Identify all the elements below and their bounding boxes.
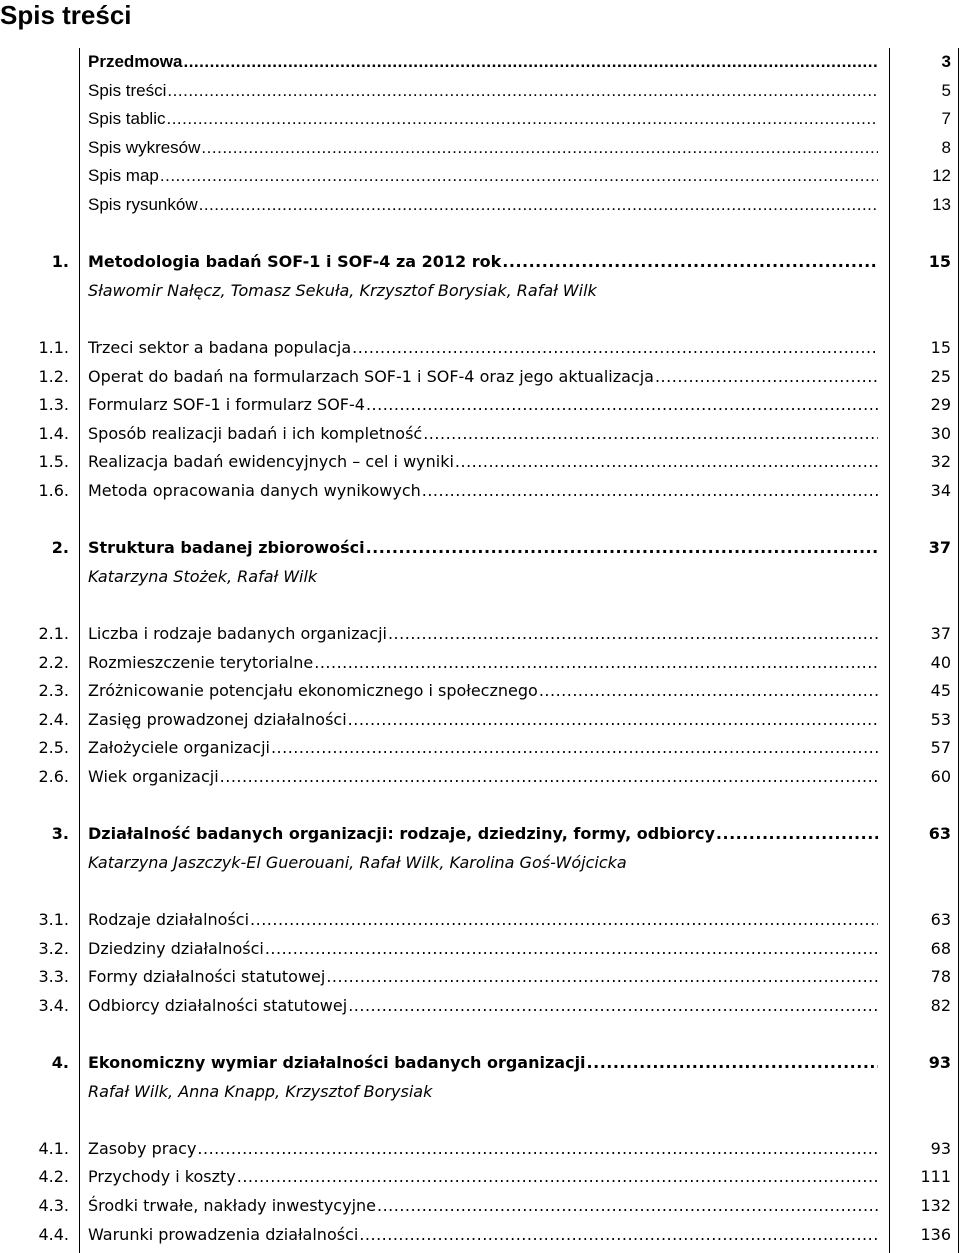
section-entry[interactable] [0, 1135, 960, 1163]
page-number: 3 [941, 52, 951, 71]
page-number: 34 [930, 481, 951, 500]
section-entry[interactable] [0, 963, 960, 991]
section-entry[interactable] [0, 1192, 960, 1220]
page-number: 78 [930, 967, 951, 987]
entry-title[interactable] [88, 162, 878, 190]
dot-leader [366, 534, 878, 562]
page-number: 5 [941, 80, 951, 100]
dot-leader [199, 191, 878, 219]
entry-number: 4.4. [38, 1224, 69, 1244]
page-number: 136 [920, 1224, 951, 1244]
page-number: 30 [930, 423, 951, 443]
entry-title[interactable] [88, 534, 878, 562]
entry-label: Spis map [88, 166, 159, 186]
chapter-authors [0, 1078, 960, 1106]
dot-leader [655, 363, 878, 391]
entry-number: 1.4. [38, 423, 69, 443]
section-entry[interactable] [0, 906, 960, 934]
dot-leader [326, 963, 878, 991]
entry-number: 2.5. [38, 738, 69, 758]
page-number: 25 [930, 366, 951, 386]
entry-number: 1.2. [38, 366, 69, 386]
entry-title[interactable] [88, 1192, 878, 1220]
dot-leader [388, 620, 878, 648]
entry-label: Sposób realizacji badań i ich kompletność [88, 423, 423, 443]
entry-title[interactable] [88, 1163, 878, 1191]
entry-title[interactable] [88, 191, 878, 219]
author-names: Sławomir Nałęcz, Tomasz Sekuła, Krzysztof Borysiak, Rafał Wilk [88, 280, 597, 300]
entry-number: 2.4. [38, 709, 69, 729]
dot-leader [183, 48, 878, 76]
chapter-entry[interactable] [0, 820, 960, 848]
page-number: 63 [928, 824, 951, 844]
entry-label: Ekonomiczny wymiar działalności badanych organizacji [88, 1053, 586, 1072]
page-number: 37 [930, 624, 951, 643]
entry-title[interactable] [88, 391, 878, 419]
entry-number: 1.6. [38, 481, 69, 500]
section-entry[interactable] [0, 363, 960, 391]
dot-leader [348, 706, 878, 734]
entry-title[interactable] [88, 906, 878, 934]
entry-number: 2.1. [38, 624, 69, 643]
entry-label: Przedmowa [88, 52, 183, 71]
dot-leader [377, 1192, 878, 1220]
entry-number: 4.2. [38, 1167, 69, 1187]
page-number: 60 [930, 767, 951, 786]
entry-title[interactable] [88, 134, 878, 162]
front-matter-entry[interactable] [0, 162, 960, 190]
entry-number: 2.3. [38, 681, 69, 701]
page-number: 82 [930, 995, 951, 1015]
section-entry[interactable] [0, 1221, 960, 1249]
front-matter-entry[interactable] [0, 77, 960, 105]
dot-leader [587, 1049, 878, 1077]
author-names: Rafał Wilk, Anna Knapp, Krzysztof Borysiak [88, 1081, 433, 1101]
entry-number: 3.4. [38, 995, 69, 1015]
page-number: 8 [941, 137, 951, 157]
entry-title[interactable] [88, 1135, 878, 1163]
dot-leader [539, 677, 878, 705]
entry-title[interactable] [88, 820, 878, 848]
entry-label: Spis tablic [88, 109, 166, 129]
entry-label: Dziedziny działalności [88, 938, 264, 958]
section-entry[interactable] [0, 620, 960, 648]
page-number: 93 [930, 1138, 951, 1158]
dot-leader [502, 248, 878, 276]
page-number: 68 [930, 938, 951, 958]
entry-title[interactable] [88, 963, 878, 991]
entry-label: Przychody i koszty [88, 1167, 236, 1187]
entry-title[interactable] [88, 649, 878, 677]
entry-label: Zasoby pracy [88, 1138, 197, 1158]
dot-leader [352, 334, 878, 362]
entry-label: Trzeci sektor a badana populacja [88, 338, 352, 357]
entry-number: 2.6. [38, 767, 69, 786]
entry-number: 4.3. [38, 1196, 69, 1215]
section-entry[interactable] [0, 677, 960, 705]
section-entry[interactable] [0, 391, 960, 419]
entry-label: Wiek organizacji [88, 767, 219, 786]
page-number: 7 [941, 109, 951, 129]
author-names: Katarzyna Stożek, Rafał Wilk [88, 566, 318, 586]
chapter-entry[interactable] [0, 248, 960, 276]
page-number: 15 [930, 338, 951, 357]
section-entry[interactable] [0, 334, 960, 362]
dot-leader [455, 448, 878, 476]
entry-number: 4.1. [38, 1138, 69, 1158]
entry-label: Rodzaje działalności [88, 910, 250, 929]
section-entry[interactable] [0, 649, 960, 677]
author-names: Katarzyna Jaszczyk-El Guerouani, Rafał Wilk, Karolina Goś-Wójcicka [88, 852, 627, 872]
dot-leader [201, 134, 878, 162]
dot-leader [167, 77, 878, 105]
entry-title[interactable] [88, 77, 878, 105]
front-matter-entry[interactable] [0, 48, 960, 76]
dot-leader [366, 391, 878, 419]
dot-leader [220, 763, 878, 791]
entry-label: Operat do badań na formularzach SOF-1 i SOF-4 oraz jego aktualizacja [88, 366, 654, 386]
front-matter-entry[interactable] [0, 134, 960, 162]
page-number: 37 [928, 538, 951, 558]
dot-leader [271, 734, 878, 762]
page-number: 132 [920, 1196, 951, 1215]
entry-number: 2.2. [38, 652, 69, 672]
page-number: 29 [930, 395, 951, 415]
dot-leader [348, 992, 878, 1020]
page-number: 40 [930, 652, 951, 672]
dot-leader [237, 1163, 878, 1191]
entry-label: Liczba i rodzaje badanych organizacji [88, 624, 387, 643]
entry-number: 1. [51, 252, 69, 272]
entry-label: Metoda opracowania danych wynikowych [88, 481, 421, 500]
dot-leader [359, 1221, 878, 1249]
dot-leader [265, 935, 878, 963]
entry-label: Struktura badanej zbiorowości [88, 538, 365, 558]
dot-leader [716, 820, 878, 848]
entry-number: 2. [51, 538, 69, 558]
front-matter-entry[interactable] [0, 105, 960, 133]
entry-label: Metodologia badań SOF-1 i SOF-4 za 2012 rok [88, 252, 502, 272]
chapter-authors [0, 849, 960, 877]
entry-label: Zasięg prowadzonej działalności [88, 709, 347, 729]
entry-title[interactable] [88, 935, 878, 963]
entry-label: Spis wykresów [88, 137, 201, 157]
entry-number: 3.2. [38, 938, 69, 958]
entry-label: Warunki prowadzenia działalności [88, 1224, 359, 1244]
entry-number: 1.3. [38, 395, 69, 415]
entry-title[interactable] [88, 734, 878, 762]
dot-leader [250, 906, 878, 934]
page-number: 93 [928, 1053, 951, 1072]
section-entry[interactable] [0, 992, 960, 1020]
entry-label: Formularz SOF-1 i formularz SOF-4 [88, 395, 365, 415]
entry-label: Działalność badanych organizacji: rodzaje, dziedziny, formy, odbiorcy [88, 824, 715, 844]
entry-title[interactable] [88, 677, 878, 705]
dot-leader [166, 105, 878, 133]
entry-title[interactable] [88, 420, 878, 448]
page-number: 12 [932, 166, 951, 186]
page-number: 111 [920, 1167, 951, 1187]
entry-title[interactable] [88, 763, 878, 791]
entry-label: Formy działalności statutowej [88, 967, 326, 987]
entry-title[interactable] [88, 334, 878, 362]
page-number: 63 [930, 910, 951, 929]
entry-title[interactable] [88, 248, 878, 276]
dot-leader [197, 1135, 878, 1163]
page-number: 45 [930, 681, 951, 701]
entry-number: 1.5. [38, 452, 69, 472]
section-entry[interactable] [0, 1163, 960, 1191]
entry-title[interactable] [88, 48, 878, 76]
page-number: 32 [930, 452, 951, 472]
dot-leader [314, 649, 878, 677]
entry-title[interactable] [88, 992, 878, 1020]
entry-title[interactable] [88, 1221, 878, 1249]
entry-title[interactable] [88, 448, 878, 476]
front-matter-entry[interactable] [0, 191, 960, 219]
entry-number: 3.1. [38, 910, 69, 929]
entry-title[interactable] [88, 1049, 878, 1077]
chapter-authors [0, 563, 960, 591]
section-entry[interactable] [0, 448, 960, 476]
page-number: 13 [932, 195, 951, 214]
section-entry[interactable] [0, 935, 960, 963]
page-number: 53 [930, 709, 951, 729]
entry-label: Odbiorcy działalności statutowej [88, 995, 348, 1015]
dot-leader [160, 162, 878, 190]
entry-number: 3.3. [38, 967, 69, 987]
section-entry[interactable] [0, 763, 960, 791]
entry-title[interactable] [88, 620, 878, 648]
chapter-entry[interactable] [0, 1049, 960, 1077]
chapter-authors [0, 277, 960, 305]
entry-number: 3. [51, 824, 69, 844]
entry-title[interactable] [88, 363, 878, 391]
chapter-entry[interactable] [0, 534, 960, 562]
entry-label: Spis treści [88, 80, 167, 100]
entry-label: Zróżnicowanie potencjału ekonomicznego i społecznego [88, 681, 538, 701]
entry-label: Założyciele organizacji [88, 738, 270, 758]
entry-label: Środki trwałe, nakłady inwestycyjne [88, 1196, 376, 1215]
dot-leader [423, 420, 878, 448]
entry-label: Spis rysunków [88, 195, 198, 214]
entry-number: 1.1. [38, 338, 69, 357]
section-entry[interactable] [0, 706, 960, 734]
section-entry[interactable] [0, 477, 960, 505]
entry-title[interactable] [88, 706, 878, 734]
entry-label: Rozmieszczenie terytorialne [88, 652, 314, 672]
entry-label: Realizacja badań ewidencyjnych – cel i wyniki [88, 452, 454, 472]
page-number: 15 [928, 252, 951, 272]
section-entry[interactable] [0, 420, 960, 448]
page-number: 57 [930, 738, 951, 758]
dot-leader [422, 477, 878, 505]
entry-title[interactable] [88, 477, 878, 505]
entry-title[interactable] [88, 105, 878, 133]
section-entry[interactable] [0, 734, 960, 762]
page-title: Spis treści [0, 0, 132, 30]
entry-number: 4. [51, 1053, 69, 1072]
